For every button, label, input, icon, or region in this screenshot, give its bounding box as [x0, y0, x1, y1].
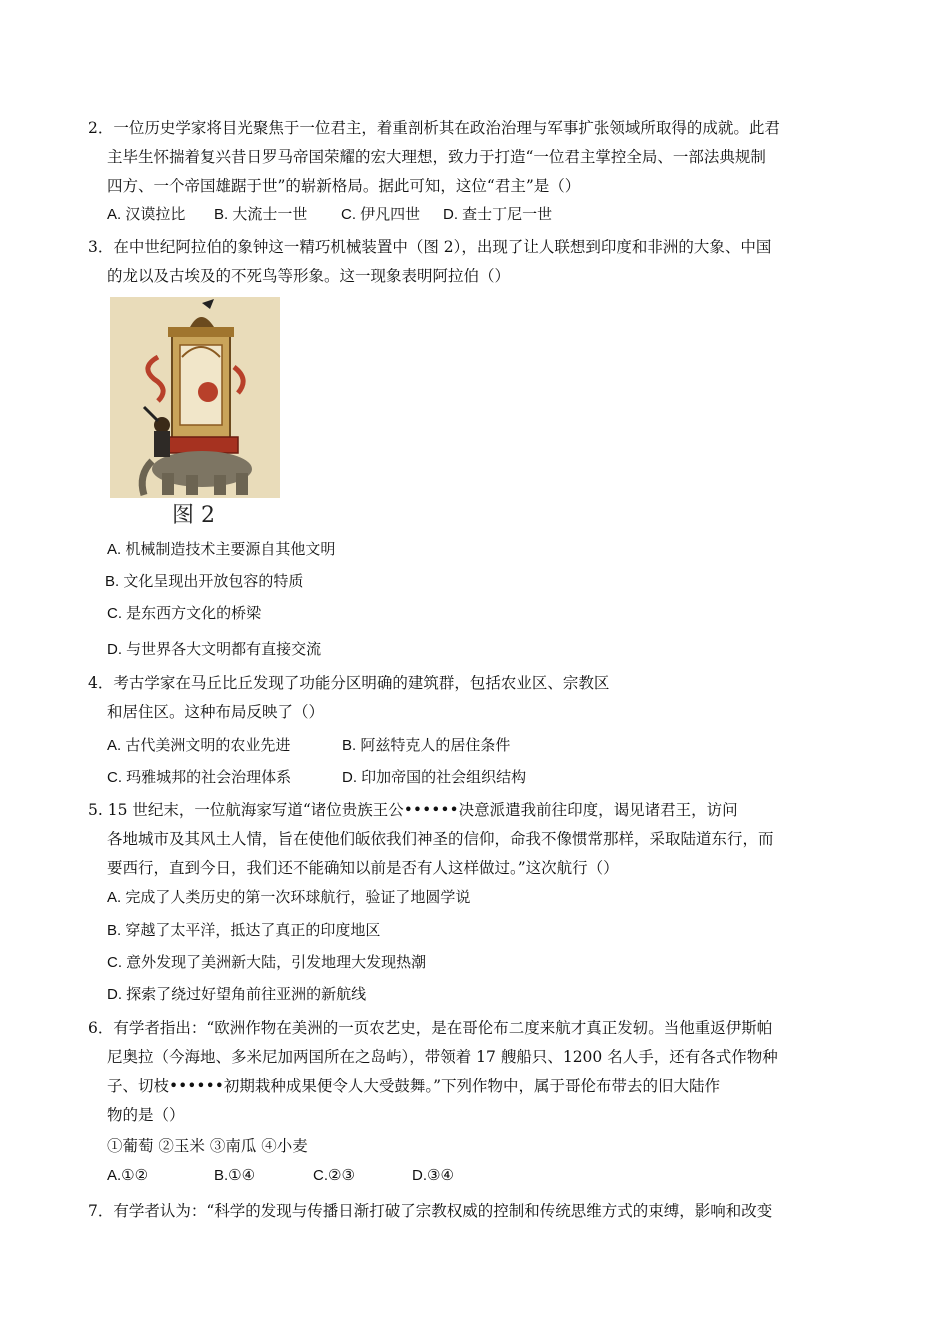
q7-line-1: 7．有学者认为：“科学的发现与传播日渐打破了宗教权威的控制和传统思维方式的束缚，影响和改变 — [88, 1202, 773, 1220]
q4-option-c: C. 玛雅城邦的社会治理体系 — [107, 769, 292, 786]
q5-line-3: 要西行，直到今日，我们还不能确知以前是否有人这样做过。”这次航行（） — [107, 859, 619, 877]
q2-line-1: 2．一位历史学家将目光聚焦于一位君主，着重剖析其在政治治理与军事扩张领域所取得的成就。此君 — [88, 119, 780, 137]
q3-option-a: A. 机械制造技术主要源自其他文明 — [107, 541, 336, 558]
elephant-clock-illustration — [110, 297, 280, 498]
q4-line-2: 和居住区。这种布局反映了（） — [107, 703, 325, 721]
q6-line-1: 6．有学者指出：“欧洲作物在美洲的一页农艺史，是在哥伦布二度来航才真正发轫。当他重返伊斯帕 — [88, 1019, 773, 1037]
q5-option-d: D. 探索了绕过好望角前往亚洲的新航线 — [107, 986, 367, 1003]
figure-caption: 图 2 — [172, 503, 215, 528]
q5-option-c: C. 意外发现了美洲新大陆，引发地理大发现热潮 — [107, 954, 427, 971]
q6-line-3: 子、切枝••••••初期栽种成果便令人大受鼓舞。”下列作物中，属于哥伦布带去的旧大陆作 — [107, 1077, 721, 1095]
q2-line-3: 四方、一个帝国雄踞于世”的崭新格局。据此可知，这位“君主”是（） — [107, 177, 581, 195]
q3-line-2: 的龙以及古埃及的不死鸟等形象。这一现象表明阿拉伯（） — [107, 267, 511, 285]
q4-option-a: A. 古代美洲文明的农业先进 — [107, 737, 291, 754]
q4-option-d: D. 印加帝国的社会组织结构 — [342, 769, 527, 786]
q5-line-2: 各地城市及其风土人情，旨在使他们皈依我们神圣的信仰，命我不像惯常那样，采取陆道东行，而 — [107, 830, 774, 848]
q6-option-d: D.③④ — [412, 1167, 454, 1184]
q2-line-2: 主毕生怀揣着复兴昔日罗马帝国荣耀的宏大理想，致力于打造“一位君主掌控全局、一部法典规制 — [107, 148, 766, 166]
q3-option-b: B. 文化呈现出开放包容的特质 — [105, 573, 304, 590]
q4-line-1: 4．考古学家在马丘比丘发现了功能分区明确的建筑群，包括农业区、宗教区 — [88, 674, 610, 692]
q2-option-a: A. 汉谟拉比 — [107, 206, 186, 223]
q2-option-b: B. 大流士一世 — [214, 206, 308, 223]
q5-line-1: 5. 15 世纪末，一位航海家写道“诸位贵族王公••••••决意派遣我前往印度，谒见诸君王，访问 — [88, 801, 738, 819]
q2-option-c: C. 伊凡四世 — [341, 206, 421, 223]
elephant-clock-figure — [110, 297, 280, 498]
q6-line-2: 尼奥拉（今海地、多米尼加两国所在之岛屿），带领着 17 艘船只、1200 名人手，还有各式作物种 — [107, 1048, 778, 1066]
q6-option-a: A.①② — [107, 1167, 149, 1184]
q3-option-c: C. 是东西方文化的桥梁 — [107, 605, 262, 622]
q5-option-a: A. 完成了人类历史的第一次环球航行，验证了地圆学说 — [107, 889, 471, 906]
q5-option-b: B. 穿越了太平洋，抵达了真正的印度地区 — [107, 922, 381, 939]
q3-line-1: 3．在中世纪阿拉伯的象钟这一精巧机械装置中（图 2），出现了让人联想到印度和非洲的大象、中国 — [88, 238, 772, 256]
q3-option-d: D. 与世界各大文明都有直接交流 — [107, 641, 322, 658]
q2-option-d: D. 查士丁尼一世 — [443, 206, 553, 223]
q6-line-4: 物的是（） — [107, 1106, 185, 1124]
q4-option-b: B. 阿兹特克人的居住条件 — [342, 737, 511, 754]
q6-option-b: B.①④ — [214, 1167, 256, 1184]
q6-option-c: C.②③ — [313, 1167, 355, 1184]
q6-items: ①葡萄 ②玉米 ③南瓜 ④小麦 — [107, 1137, 308, 1155]
